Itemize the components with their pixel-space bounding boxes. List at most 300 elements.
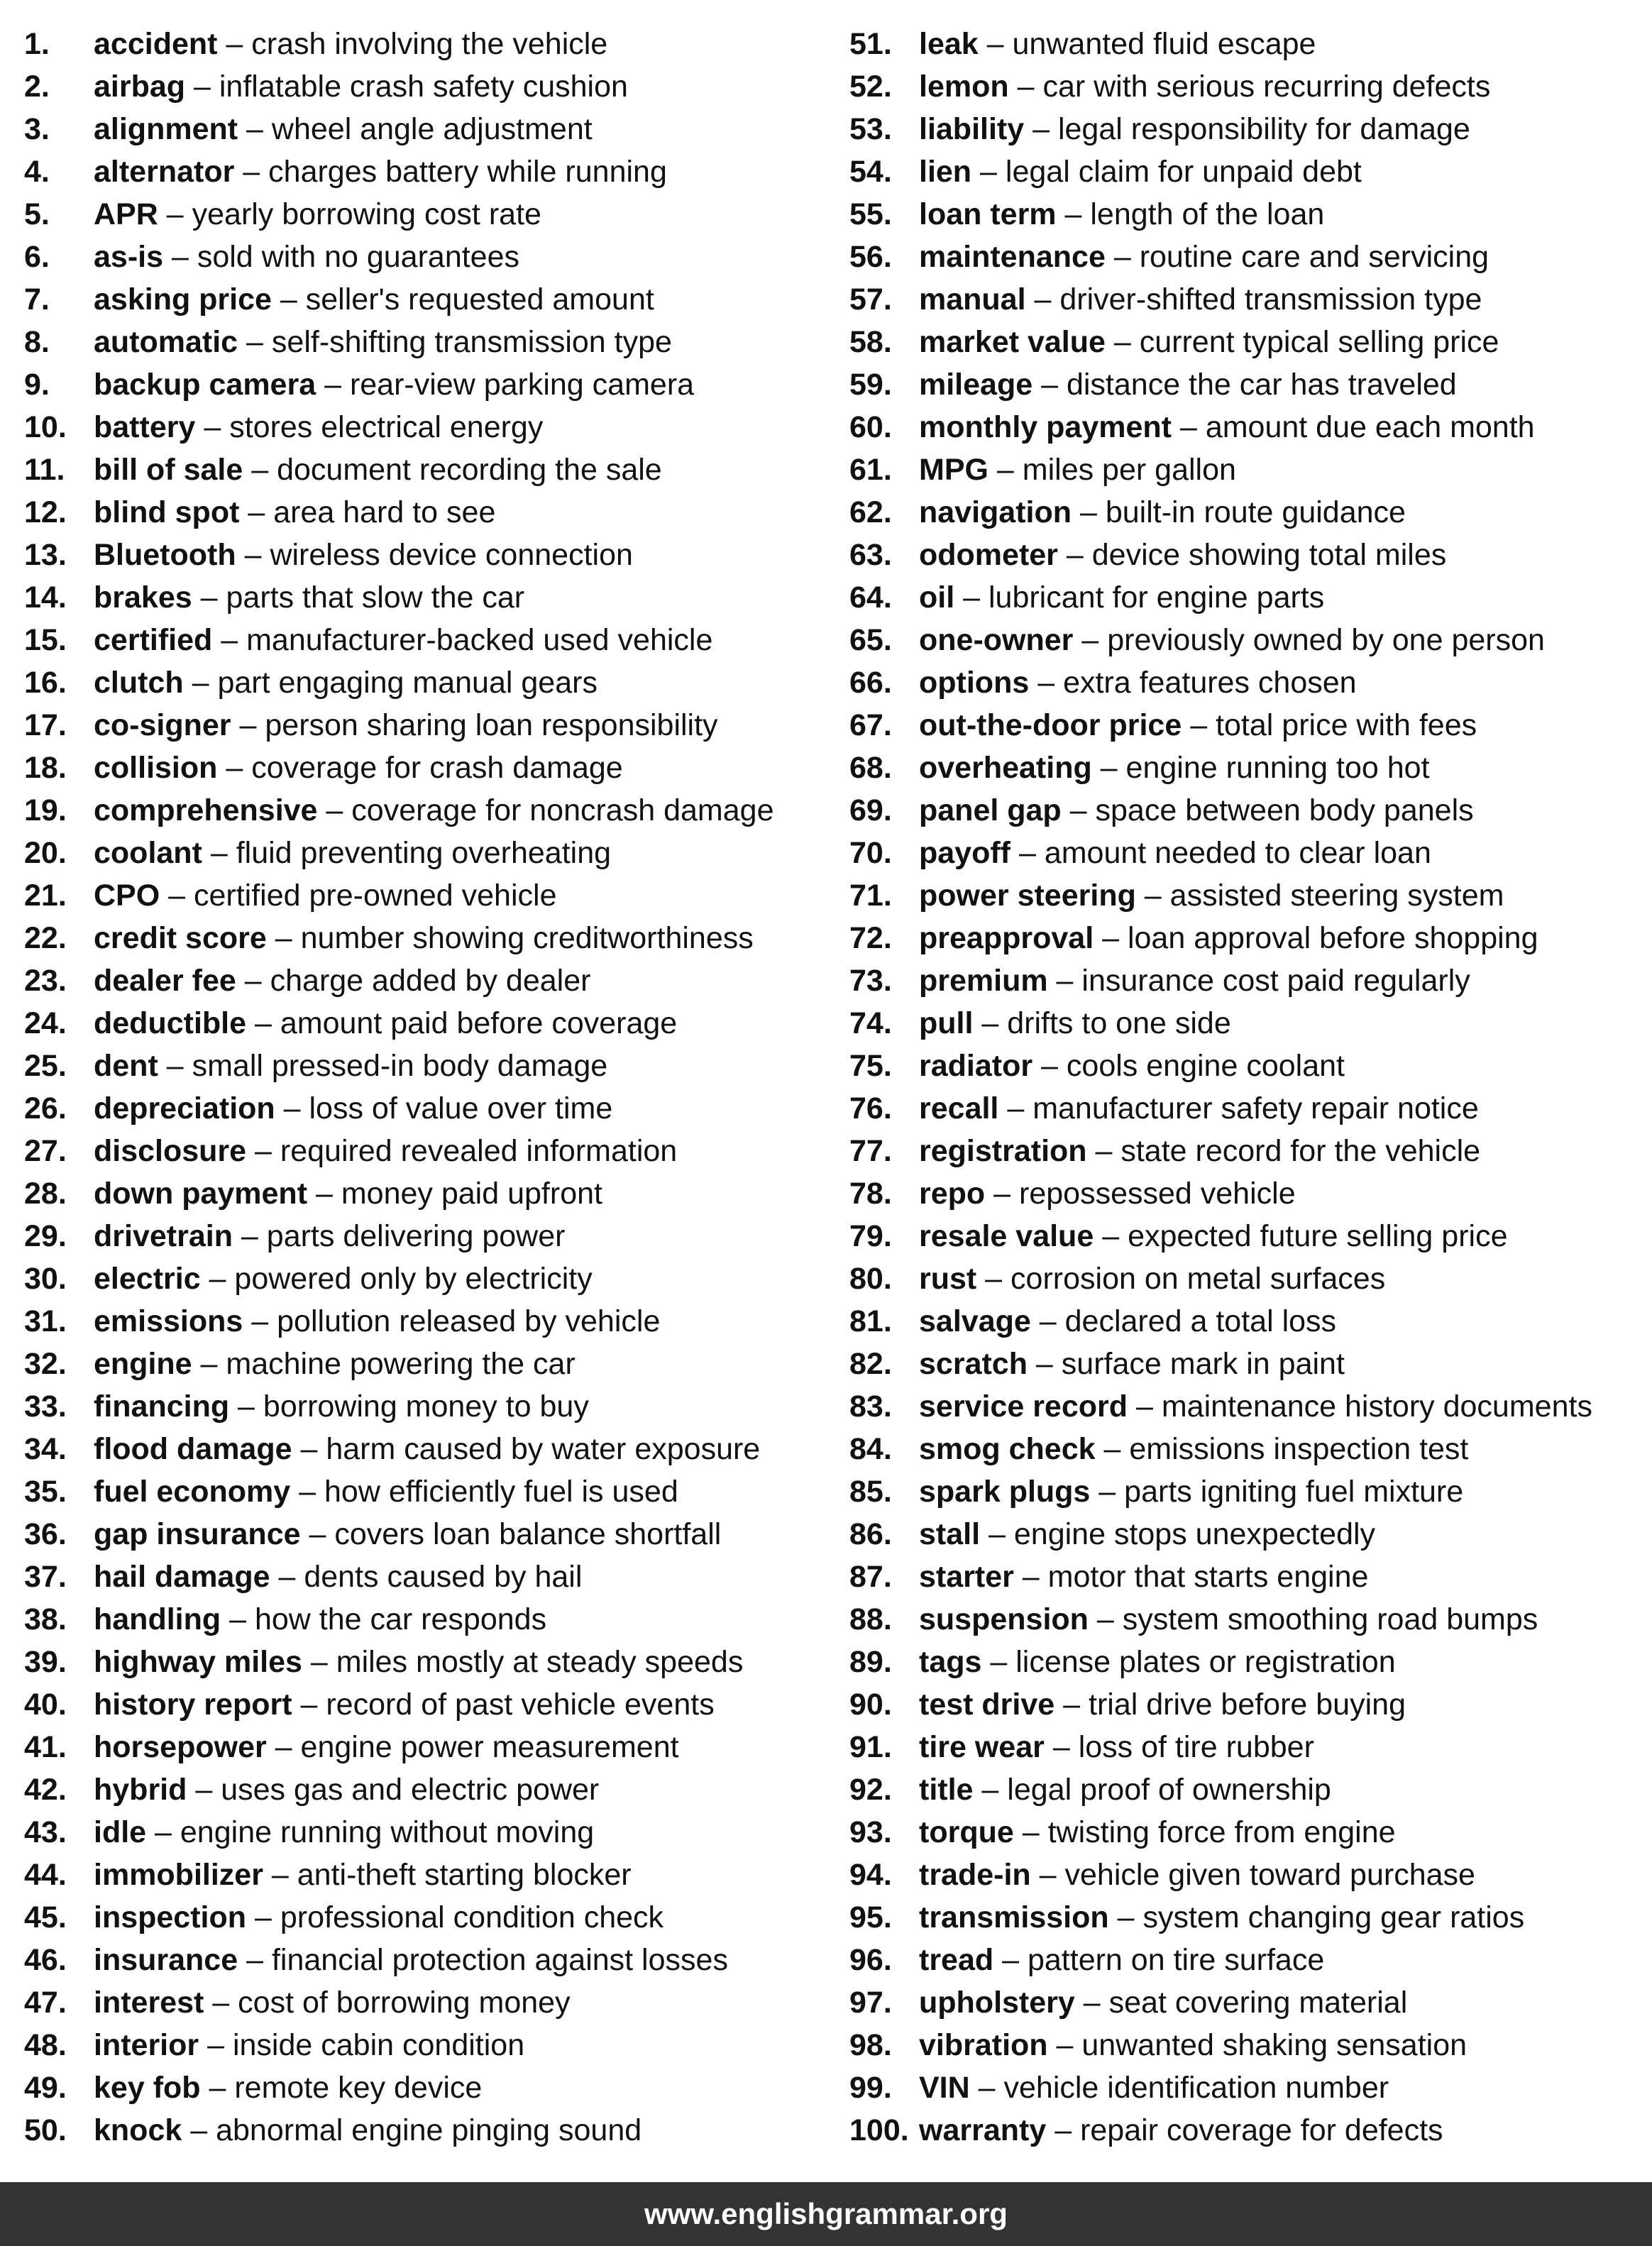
entry-number: 28. [24,1177,67,1211]
entry-number: 7. [24,282,50,316]
glossary-entry [849,1939,1644,1981]
entry-term: leak [919,27,979,61]
entry-number: 85. [849,1475,892,1509]
entry-definition: vehicle identification number [1003,2071,1389,2105]
entry-term: CPO [94,879,160,913]
entry-number: 9. [24,368,50,402]
entry-term: maintenance [919,240,1106,274]
entry-number: 96. [849,1943,892,1977]
entry-term: co-signer [94,708,231,742]
entry-separator: – [1047,2028,1082,2062]
entry-separator: – [266,921,301,955]
entry-number: 1. [24,27,50,61]
entry-number: 60. [849,410,892,444]
glossary-entry [849,1172,1644,1215]
glossary-entry [24,1768,840,1811]
entry-separator: – [160,879,194,913]
entry-separator: – [300,1517,335,1551]
entry-separator: – [221,1602,255,1636]
entry-definition: coverage for crash damage [251,751,623,785]
entry-number: 68. [849,751,892,785]
glossary-entry [24,1726,840,1768]
entry-definition: vehicle given toward purchase [1064,1858,1475,1892]
entry-term: scratch [919,1347,1028,1381]
entry-term: disclosure [94,1134,247,1168]
entry-term: engine [94,1347,192,1381]
entry-number: 49. [24,2071,67,2105]
entry-definition: unwanted shaking sensation [1081,2028,1467,2062]
entry-term: accident [94,27,218,61]
entry-definition: lubricant for engine parts [988,580,1325,615]
entry-term: idle [94,1815,147,1849]
entry-separator: – [1056,197,1091,231]
glossary-entry [849,23,1644,65]
glossary-entry [24,619,840,661]
entry-definition: extra features chosen [1063,666,1357,700]
entry-term: financing [94,1389,230,1424]
entry-number: 72. [849,921,892,955]
entry-number: 65. [849,623,892,657]
entry-definition: manufacturer safety repair notice [1032,1091,1479,1125]
entry-definition: system changing gear ratios [1142,1900,1525,1934]
entry-term: preapproval [919,921,1094,955]
entry-term: coolant [94,836,202,870]
entry-definition: stores electrical energy [229,410,544,444]
entry-number: 12. [24,495,67,529]
entry-definition: remote key device [234,2071,483,2105]
entry-definition: emissions inspection test [1129,1432,1469,1466]
entry-number: 67. [849,708,892,742]
entry-number: 39. [24,1645,67,1679]
entry-number: 91. [849,1730,892,1764]
entry-number: 51. [849,27,892,61]
entry-separator: – [1054,1688,1089,1722]
glossary-entry [24,1470,840,1513]
entry-term: spark plugs [919,1475,1091,1509]
entry-number: 89. [849,1645,892,1679]
entry-number: 45. [24,1900,67,1934]
entry-separator: – [234,155,269,189]
entry-definition: insurance cost paid regularly [1081,964,1470,998]
glossary-entry [24,789,840,832]
entry-separator: – [195,410,230,444]
glossary-entry [24,406,840,448]
entry-number: 98. [849,2028,892,2062]
entry-separator: – [998,1091,1033,1125]
entry-separator: – [238,325,272,359]
entry-term: vibration [919,2028,1048,2062]
entry-separator: – [163,240,197,274]
entry-term: salvage [919,1304,1031,1338]
entry-definition: borrowing money to buy [263,1389,589,1424]
entry-definition: corrosion on metal surfaces [1011,1262,1386,1296]
entry-term: pull [919,1006,974,1040]
glossary-entry [849,1981,1644,2024]
entry-definition: record of past vehicle events [326,1688,715,1722]
entry-separator: – [202,836,236,870]
entry-definition: current typical selling price [1139,325,1499,359]
glossary-entry [849,2024,1644,2066]
entry-separator: – [158,197,192,231]
entry-number: 11. [24,453,65,487]
entry-definition: legal proof of ownership [1007,1773,1331,1807]
glossary-entry [24,1087,840,1130]
entry-number: 25. [24,1049,67,1083]
entry-definition: system smoothing road bumps [1122,1602,1538,1636]
entry-number: 62. [849,495,892,529]
glossary-entry [849,534,1644,576]
entry-number: 38. [24,1602,67,1636]
entry-separator: – [988,453,1023,487]
entry-separator: – [217,751,252,785]
entry-separator: – [238,112,272,146]
glossary-column-right [849,23,1644,2152]
glossary-entry [849,661,1644,704]
entry-term: tags [919,1645,982,1679]
entry-separator: – [954,580,989,615]
entry-separator: – [1105,325,1140,359]
entry-term: loan term [919,197,1057,231]
entry-number: 6. [24,240,50,274]
entry-term: service record [919,1389,1128,1424]
entry-definition: expected future selling price [1128,1219,1508,1253]
entry-term: depreciation [94,1091,275,1125]
entry-definition: state record for the vehicle [1120,1134,1481,1168]
glossary-entry [24,150,840,193]
entry-term: upholstery [919,1986,1075,2020]
entry-number: 69. [849,793,892,827]
glossary-entry [24,1513,840,1556]
entry-separator: – [1095,1432,1130,1466]
entry-definition: assisted steering system [1169,879,1504,913]
entry-definition: dents caused by hail [304,1560,583,1594]
footer-url[interactable]: www.englishgrammar.org [644,2197,1008,2230]
entry-separator: – [192,1347,226,1381]
entry-number: 74. [849,1006,892,1040]
glossary-entry [24,534,840,576]
glossary-entry [849,1045,1644,1087]
glossary-entry [849,150,1644,193]
entry-definition: miles mostly at steady speeds [336,1645,744,1679]
entry-term: resale value [919,1219,1094,1253]
entry-number: 27. [24,1134,67,1168]
entry-number: 2. [24,70,50,104]
glossary-entry [849,1215,1644,1257]
entry-term: inspection [94,1900,247,1934]
entry-separator: – [185,70,219,104]
glossary-entry [849,1683,1644,1726]
entry-number: 64. [849,580,892,615]
entry-number: 13. [24,538,67,572]
glossary-entry [849,193,1644,236]
entry-definition: coverage for noncrash damage [351,793,774,827]
entry-separator: – [1172,410,1206,444]
glossary-entry [24,108,840,150]
entry-number: 50. [24,2113,67,2147]
entry-definition: maintenance history documents [1161,1389,1592,1424]
entry-definition: parts igniting fuel mixture [1124,1475,1464,1509]
entry-definition: manufacturer-backed used vehicle [246,623,713,657]
entry-separator: – [1030,1858,1065,1892]
entry-number: 35. [24,1475,67,1509]
entry-term: repo [919,1177,986,1211]
entry-term: lemon [919,70,1009,104]
entry-separator: – [266,1730,301,1764]
glossary-entry [24,193,840,236]
entry-term: dealer fee [94,964,236,998]
entry-term: test drive [919,1688,1055,1722]
entry-definition: engine power measurement [300,1730,679,1764]
glossary-entry [849,321,1644,363]
entry-definition: machine powering the car [226,1347,576,1381]
entry-separator: – [239,495,274,529]
entry-number: 90. [849,1688,892,1722]
entry-term: stall [919,1517,981,1551]
entry-definition: driver-shifted transmission type [1059,282,1482,316]
entry-separator: – [1013,1815,1048,1849]
entry-number: 33. [24,1389,67,1424]
entry-separator: – [231,708,265,742]
entry-number: 37. [24,1560,67,1594]
glossary-entry [24,1556,840,1598]
entry-separator: – [1044,1730,1079,1764]
entry-term: transmission [919,1900,1109,1934]
entry-number: 4. [24,155,50,189]
entry-separator: – [976,1262,1011,1296]
entry-definition: financial protection against losses [271,1943,728,1977]
glossary-entry [24,2024,840,2066]
entry-term: electric [94,1262,201,1296]
entry-separator: – [1086,1134,1121,1168]
entry-term: trade-in [919,1858,1031,1892]
entry-definition: amount needed to clear loan [1044,836,1431,870]
entry-term: smog check [919,1432,1096,1466]
entry-number: 22. [24,921,67,955]
entry-definition: self-shifting transmission type [271,325,672,359]
entry-separator: – [1024,112,1058,146]
entry-term: down payment [94,1177,308,1211]
entry-term: mileage [919,368,1033,402]
entry-number: 55. [849,197,892,231]
entry-definition: parts delivering power [266,1219,566,1253]
entry-definition: routine care and servicing [1139,240,1489,274]
entry-term: navigation [919,495,1072,529]
entry-term: Bluetooth [94,538,236,572]
entry-number: 70. [849,836,892,870]
entry-definition: engine running too hot [1125,751,1430,785]
entry-term: airbag [94,70,186,104]
entry-number: 61. [849,453,892,487]
entry-term: blind spot [94,495,240,529]
entry-number: 94. [849,1858,892,1892]
glossary-entry [24,1981,840,2024]
glossary-entry [24,65,840,108]
entry-number: 42. [24,1773,67,1807]
entry-term: hail damage [94,1560,270,1594]
entry-term: tire wear [919,1730,1045,1764]
entry-definition: yearly borrowing cost rate [192,197,541,231]
entry-separator: – [1108,1900,1143,1934]
entry-term: automatic [94,325,238,359]
entry-term: tread [919,1943,994,1977]
entry-definition: loss of value over time [309,1091,613,1125]
glossary-entry [24,1683,840,1726]
entry-separator: – [973,1006,1008,1040]
entry-term: one-owner [919,623,1074,657]
entry-separator: – [985,1177,1019,1211]
glossary-entry [849,1854,1644,1896]
entry-separator: – [980,1517,1014,1551]
glossary-entry [24,661,840,704]
entry-term: handling [94,1602,221,1636]
entry-definition: wireless device connection [270,538,633,572]
entry-definition: certified pre-owned vehicle [194,879,557,913]
entry-definition: small pressed-in body damage [192,1049,608,1083]
glossary-entry [24,1598,840,1641]
entry-term: registration [919,1134,1087,1168]
glossary-entry [24,363,840,406]
entry-definition: anti-theft starting blocker [297,1858,632,1892]
entry-definition: seller's requested amount [305,282,654,316]
entry-number: 20. [24,836,67,870]
entry-definition: powered only by electricity [234,1262,593,1296]
entry-number: 16. [24,666,67,700]
entry-number: 73. [849,964,892,998]
entry-number: 34. [24,1432,67,1466]
entry-separator: – [246,1006,280,1040]
glossary-entry [849,1428,1644,1470]
entry-separator: – [317,793,352,827]
entry-number: 79. [849,1219,892,1253]
entry-separator: – [200,2071,235,2105]
entry-number: 97. [849,1986,892,2020]
entry-separator: – [969,2071,1004,2105]
glossary-entry [24,2109,840,2152]
entry-separator: – [158,1049,192,1083]
entry-separator: – [1094,921,1128,955]
entry-separator: – [1047,964,1082,998]
entry-separator: – [1013,1560,1048,1594]
glossary-entry [849,236,1644,278]
entry-definition: loss of tire rubber [1078,1730,1314,1764]
entry-number: 86. [849,1517,892,1551]
entry-term: premium [919,964,1048,998]
glossary-entry [24,491,840,534]
entry-separator: – [1094,1219,1128,1253]
glossary-entry [24,448,840,491]
glossary-entry [849,1470,1644,1513]
entry-number: 43. [24,1815,67,1849]
entry-term: liability [919,112,1025,146]
glossary-entry [24,1811,840,1854]
entry-number: 47. [24,1986,67,2020]
entry-definition: loan approval before shopping [1127,921,1538,955]
entry-term: insurance [94,1943,238,1977]
glossary-entry [24,1428,840,1470]
entry-separator: – [1073,623,1108,657]
entry-term: collision [94,751,218,785]
entry-definition: amount paid before coverage [280,1006,678,1040]
entry-definition: total price with fees [1216,708,1477,742]
entry-definition: twisting force from engine [1047,1815,1396,1849]
entry-definition: inside cabin condition [232,2028,525,2062]
glossary-entry [24,704,840,747]
glossary-entry [849,576,1644,619]
entry-separator: – [1135,879,1170,913]
entry-number: 19. [24,793,67,827]
entry-number: 54. [849,155,892,189]
entry-definition: repossessed vehicle [1019,1177,1296,1211]
entry-term: interest [94,1986,204,2020]
glossary-entry [849,917,1644,959]
entry-number: 58. [849,325,892,359]
glossary-entry [24,874,840,917]
glossary-entry [24,832,840,874]
entry-definition: surface mark in paint [1061,1347,1345,1381]
entry-definition: money paid upfront [341,1177,602,1211]
entry-number: 77. [849,1134,892,1168]
entry-separator: – [1008,70,1043,104]
entry-definition: pollution released by vehicle [277,1304,661,1338]
glossary-entry [849,1768,1644,1811]
entry-term: bill of sale [94,453,243,487]
entry-term: drivetrain [94,1219,233,1253]
glossary-column-left [24,23,840,2152]
entry-definition: amount due each month [1205,410,1535,444]
entry-definition: harm caused by water exposure [326,1432,761,1466]
entry-number: 71. [849,879,892,913]
entry-separator: – [229,1389,263,1424]
entry-definition: car with serious recurring defects [1042,70,1491,104]
entry-term: VIN [919,2071,970,2105]
entry-separator: – [238,1943,272,1977]
glossary-entry [849,278,1644,321]
entry-term: radiator [919,1049,1033,1083]
entry-separator: – [146,1815,180,1849]
entry-number: 29. [24,1219,67,1253]
entry-definition: professional condition check [280,1900,664,1934]
entry-term: comprehensive [94,793,318,827]
entry-definition: trial drive before buying [1089,1688,1406,1722]
entry-term: deductible [94,1006,247,1040]
glossary-entry [849,1343,1644,1385]
entry-separator: – [1032,1049,1067,1083]
glossary-entry [849,1811,1644,1854]
glossary-entry [849,65,1644,108]
entry-term: hybrid [94,1773,187,1807]
entry-separator: – [1091,751,1126,785]
entry-separator: – [199,2028,233,2062]
entry-number: 52. [849,70,892,104]
entry-term: immobilizer [94,1858,263,1892]
entry-term: panel gap [919,793,1062,827]
entry-separator: – [1074,1986,1109,2020]
glossary-entry [24,1343,840,1385]
entry-term: alignment [94,112,238,146]
entry-number: 82. [849,1347,892,1381]
glossary-entry [24,1939,840,1981]
glossary-entry [849,363,1644,406]
entry-separator: – [232,1219,267,1253]
entry-term: odometer [919,538,1058,572]
entry-separator: – [271,282,306,316]
entry-separator: – [1032,368,1067,402]
entry-number: 14. [24,580,67,615]
entry-definition: previously owned by one person [1107,623,1545,657]
footer-bar [0,2182,1652,2246]
entry-definition: legal claim for unpaid debt [1005,155,1362,189]
entry-term: interior [94,2028,199,2062]
